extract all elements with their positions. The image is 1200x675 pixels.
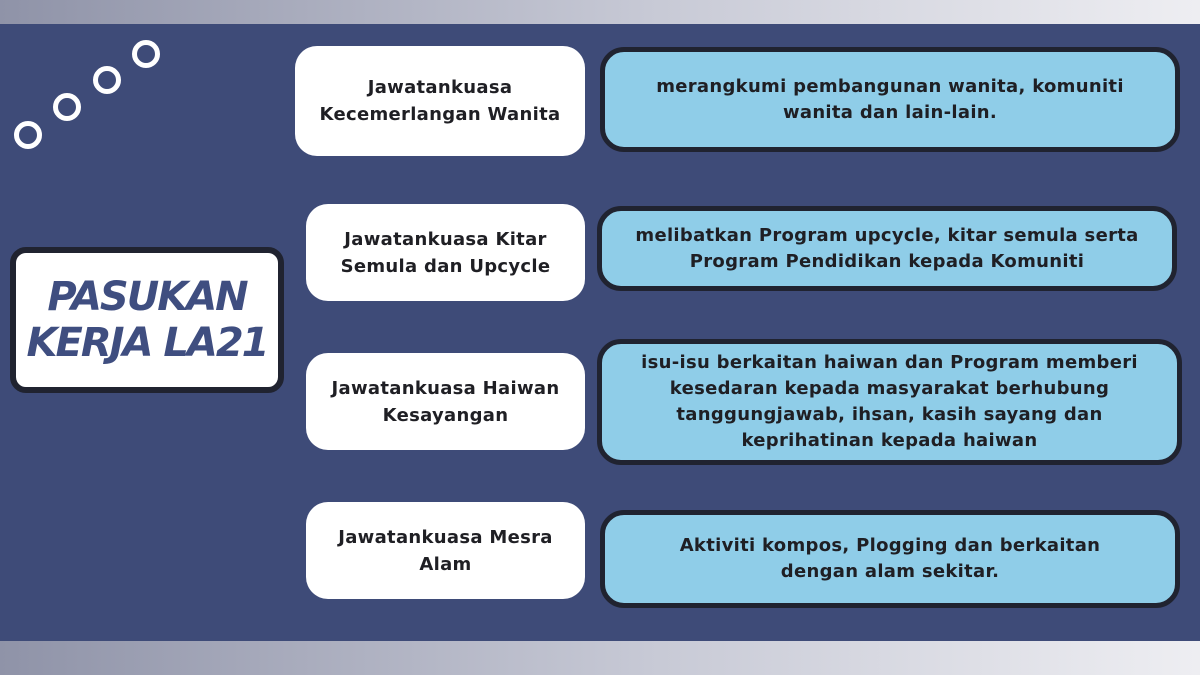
category-label: Jawatankuasa Haiwan Kesayangan xyxy=(331,377,560,426)
description-box-kecemerlangan-wanita xyxy=(600,47,1180,152)
category-label: Jawatankuasa Kitar Semula dan Upcycle xyxy=(340,228,551,277)
description-text: Aktiviti kompos, Plogging dan berkaitan dengan alam sekitar. xyxy=(679,535,1101,582)
description-box-mesra-alam xyxy=(600,510,1180,608)
category-box-haiwan-kesayangan xyxy=(306,353,585,450)
bottom-gradient-band xyxy=(0,641,1200,675)
description-text: merangkumi pembangunan wanita, komuniti wanita dan lain-lain. xyxy=(656,75,1124,123)
category-label: Jawatankuasa Kecemerlangan Wanita xyxy=(319,77,561,125)
decorative-circle-icon xyxy=(132,40,160,68)
category-box-kecemerlangan-wanita xyxy=(295,46,585,156)
decorative-circle-icon xyxy=(14,121,42,149)
category-box-mesra-alam xyxy=(306,502,585,599)
top-gradient-band xyxy=(0,0,1200,24)
category-box-kitar-semula xyxy=(306,204,585,301)
main-title: PASUKAN KERJA LA21 xyxy=(26,274,268,366)
description-text: isu-isu berkaitan haiwan dan Program memberi kesedaran kepada masyarakat berhubung tanggungjawab, ihsan, kasih sayang dan keprihatinan kepada haiwan xyxy=(641,352,1138,451)
description-box-haiwan-kesayangan xyxy=(597,339,1182,465)
description-box-kitar-semula xyxy=(597,206,1177,291)
category-label: Jawatankuasa Mesra Alam xyxy=(338,526,553,575)
decorative-circle-icon xyxy=(93,66,121,94)
title-box xyxy=(10,247,284,393)
description-text: melibatkan Program upcycle, kitar semula serta Program Pendidikan kepada Komuniti xyxy=(635,224,1139,272)
decorative-circle-icon xyxy=(53,93,81,121)
